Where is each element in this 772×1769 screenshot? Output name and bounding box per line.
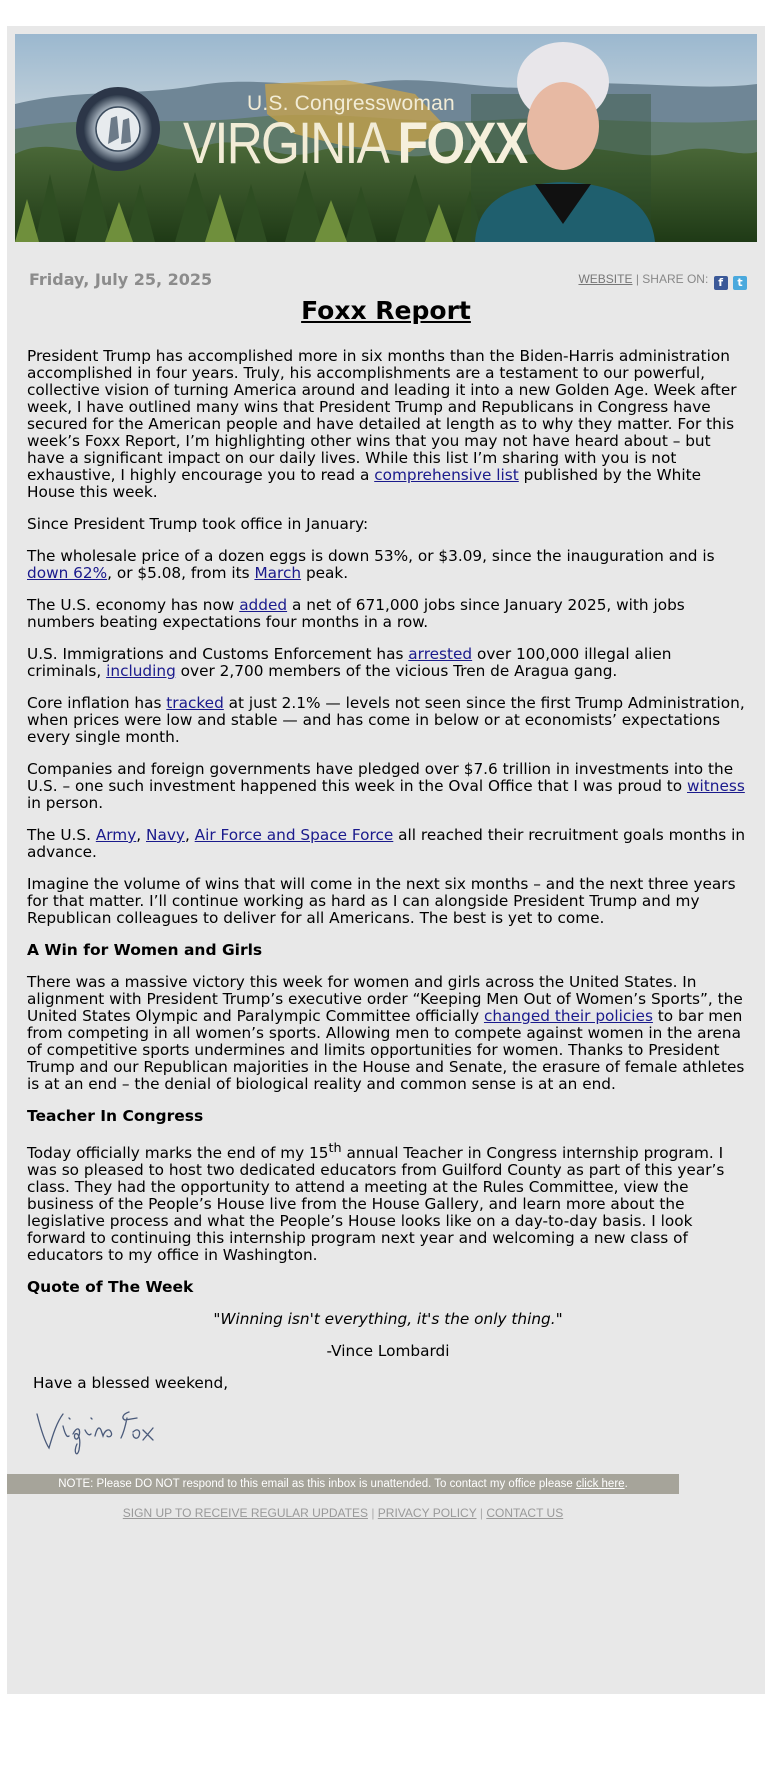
jobs-text-b: a net of 671,000 jobs since January 2025, with jobs numbers beating expectations four months in a row. <box>27 596 685 631</box>
added-link[interactable]: added <box>239 596 288 614</box>
contact-click-here-link[interactable]: click here <box>575 1478 625 1490</box>
inflation-text-b: at just 2.1% — levels not seen since the first Trump Administration, when prices were low and stable — and has come in below or at economists’ expectations every single month. <box>27 694 745 746</box>
contact-us-link[interactable]: CONTACT US <box>486 1506 564 1520</box>
footer-separator: | <box>479 1506 483 1520</box>
quote-author: -Vince Lombardi <box>326 1342 450 1361</box>
army-link[interactable]: Army <box>95 826 137 844</box>
intro-tail: published by the White House this week. <box>27 466 701 501</box>
north-carolina-seal-icon <box>75 86 161 172</box>
military-text-b: all reached their recruitment goals months in advance. <box>27 826 746 861</box>
banner-subtitle: U.S. Congresswoman <box>247 92 455 115</box>
banner-last-name: FOXX <box>397 111 527 176</box>
investment-text-a: Companies and foreign governments have pledged over $7.6 trillion in investments into the U.S. – one such investment happened this week in the Oval Office that I was proud to <box>27 760 734 795</box>
inflation-paragraph <box>27 695 749 746</box>
footer-links <box>0 1506 686 1520</box>
facebook-icon[interactable]: f <box>714 276 728 290</box>
witness-link[interactable]: witness <box>687 777 745 795</box>
eggs-text-a: The wholesale price of a dozen eggs is down 53%, or $3.09, since the inauguration and is <box>27 547 715 565</box>
teacher-text-b: annual Teacher in Congress internship program. I was so pleased to host two dedicated educators from Guilford County as part of this year’s class. They had the opportunity to attend a meeting at the Rules Committee, view the business of the People’s House live from the House Gallery, and learn more about the legislative process and what the People’s House looks like on a day-to-day basis. I look forward to continuing this internship program next year and welcoming a new class of educators to my office in Washington. <box>27 1144 725 1265</box>
signature-image <box>33 1404 163 1464</box>
comprehensive-list-link[interactable]: comprehensive list <box>374 466 519 484</box>
jobs-text-a: The U.S. economy has now <box>27 596 240 614</box>
banner-first-name: VIRGINIA <box>183 111 386 176</box>
nav-separator: | <box>635 272 639 286</box>
ice-text-b: over 100,000 illegal alien criminals, <box>27 645 672 680</box>
imagine-paragraph: Imagine the volume of wins that will come in the next six months – and the next three years for that matter. I’ll continue working as hard as I can alongside President Trump and my Republican colleagues to deliver for all Americans. The best is yet to come. <box>27 875 736 927</box>
women-text-a: There was a massive victory this week for women and girls across the United States. In alignment with President Trump’s executive order “Keeping Men Out of Women’s Sports”, the United States Olympic and Paralympic Committee officially <box>27 973 743 1025</box>
air-force-space-force-link[interactable]: Air Force and Space Force <box>194 826 394 844</box>
signup-link[interactable]: SIGN UP TO RECEIVE REGULAR UPDATES <box>122 1506 368 1520</box>
notice-tail: . <box>624 1478 628 1490</box>
women-paragraph <box>27 974 749 1093</box>
women-text-b: to bar men from competing in all women’s sports. Allowing men to compete against women in the arena of competitive sports undermines and limits opportunities for women. Thanks to President Trump and our Republican majorities in the House and Senate, the erasure of female athletes is at an end – the denial of biological reality and common sense is at an end. <box>27 1007 745 1093</box>
intro-paragraph <box>27 348 749 501</box>
ice-text-c: over 2,700 members of the vicious Tren de Aragua gang. <box>175 662 618 680</box>
footer-separator: | <box>371 1506 375 1520</box>
investment-text-b: in person. <box>27 794 104 812</box>
including-link[interactable]: including <box>106 662 176 680</box>
teacher-paragraph <box>27 1140 749 1264</box>
website-link[interactable]: WEBSITE <box>578 272 633 286</box>
issue-date: Friday, July 25, 2025 <box>29 270 213 289</box>
quote-heading: Quote of The Week <box>27 1278 194 1297</box>
ordinal-suffix: th <box>328 1141 342 1156</box>
notice-text: NOTE: Please DO NOT respond to this email as this inbox is unattended. To contact my office please <box>58 1478 576 1490</box>
notice-bar <box>7 1474 679 1494</box>
intro-text: President Trump has accomplished more in six months than the Biden-Harris administration accomplished in four years. Truly, his accomplishments are a testament to our powerful, collective vision of turning America around and leading it into a new Golden Age. Week after week, I have outlined many wins that President Trump and Republicans in Congress have secured for the American people and have detailed at length as to why they matter. For this week’s Foxx Report, I’m highlighting other wins that you may not have heard about – but have a significant impact on our daily lives. While this list I’m sharing with you is not exhaustive, I highly encourage you to read a <box>27 347 737 484</box>
eggs-text-b: , or $5.08, from its <box>107 564 255 582</box>
twitter-icon[interactable]: t <box>733 276 747 290</box>
changed-policies-link[interactable]: changed their policies <box>483 1007 653 1025</box>
inflation-text-a: Core inflation has <box>27 694 167 712</box>
teacher-text-a: Today officially marks the end of my 15 <box>27 1144 329 1163</box>
share-label: SHARE ON: <box>642 272 709 286</box>
signoff-text: Have a blessed weekend, <box>33 1374 229 1393</box>
banner-name <box>183 112 527 176</box>
ice-paragraph <box>27 646 749 680</box>
military-sep-1: , <box>136 826 146 844</box>
military-sep-2: , <box>184 826 195 844</box>
military-paragraph <box>27 827 749 861</box>
tracked-link[interactable]: tracked <box>166 694 224 712</box>
article-body <box>27 348 749 1407</box>
jobs-paragraph <box>27 597 749 631</box>
newsletter-panel <box>7 26 765 1694</box>
military-text-a: The U.S. <box>27 826 96 844</box>
privacy-policy-link[interactable]: PRIVACY POLICY <box>377 1506 477 1520</box>
march-link[interactable]: March <box>254 564 302 582</box>
top-nav <box>578 272 747 290</box>
quote-text: "Winning isn't everything, it's the only thing." <box>213 1310 563 1329</box>
investment-paragraph <box>27 761 749 812</box>
eggs-text-c: peak. <box>301 564 349 582</box>
women-heading: A Win for Women and Girls <box>27 941 263 959</box>
header-banner <box>15 34 757 242</box>
down-62-link[interactable]: down 62% <box>27 564 108 582</box>
arrested-link[interactable]: arrested <box>408 645 473 663</box>
teacher-heading: Teacher In Congress <box>27 1107 204 1125</box>
report-title: Foxx Report <box>301 296 471 325</box>
since-paragraph: Since President Trump took office in January: <box>27 515 369 533</box>
navy-link[interactable]: Navy <box>146 826 185 844</box>
eggs-paragraph <box>27 548 749 582</box>
ice-text-a: U.S. Immigrations and Customs Enforcement has <box>27 645 409 663</box>
